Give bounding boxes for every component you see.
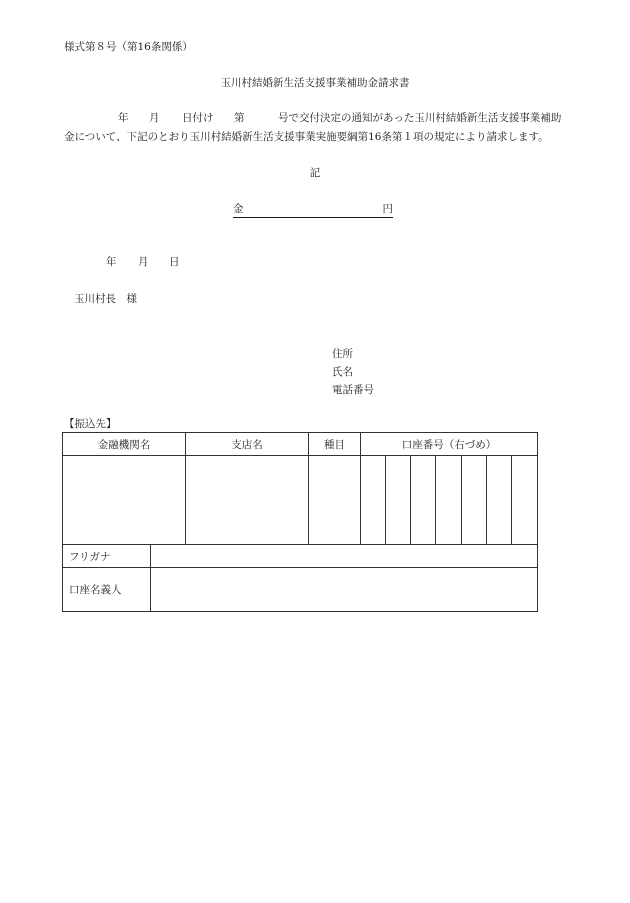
furigana-row (63, 545, 538, 568)
amount-suffix: 円 (382, 203, 393, 215)
account-digit-cell[interactable] (512, 456, 538, 545)
name-label: 氏名 (332, 366, 353, 378)
document-title: 玉川村結婚新生活支援事業補助金請求書 (220, 77, 410, 89)
phone-label: 電話番号 (332, 384, 374, 396)
date-month-label: 月 (138, 256, 149, 268)
account-digit-cell[interactable] (487, 456, 512, 545)
account-digit-cell[interactable] (462, 456, 487, 545)
date-year-label: 年 (106, 256, 117, 268)
amount-field[interactable] (233, 201, 393, 218)
bank-entry-row (63, 456, 538, 545)
account-type-cell[interactable] (309, 456, 361, 545)
account-digit-cell[interactable] (436, 456, 462, 545)
bank-name-cell[interactable] (63, 456, 186, 545)
address-label: 住所 (332, 348, 353, 360)
body-year-label: 年 (118, 112, 129, 124)
account-digit-cell[interactable] (386, 456, 411, 545)
account-number-header: 口座番号（右づめ） (361, 433, 538, 456)
form-number: 様式第８号（第16条関係） (64, 41, 193, 53)
branch-name-cell[interactable] (186, 456, 309, 545)
body-dai-label: 第 (234, 112, 245, 124)
account-holder-cell[interactable] (151, 568, 538, 612)
body-line-2: 金について、下記のとおり玉川村結婚新生活支援事業実施要綱第16条第１項の規定により請求します。 (64, 131, 549, 143)
branch-name-header: 支店名 (186, 433, 309, 456)
bank-name-header: 金融機関名 (63, 433, 186, 456)
furigana-label: フリガナ (63, 545, 151, 568)
date-day-label: 日 (169, 256, 180, 268)
addressee: 玉川村長 様 (74, 293, 137, 305)
account-holder-label: 口座名義人 (63, 568, 151, 612)
account-digit-cell[interactable] (411, 456, 436, 545)
bank-header-row (63, 433, 538, 456)
body-date-suffix: 日付け (182, 112, 214, 124)
account-type-header: 種目 (309, 433, 361, 456)
account-digit-cell[interactable] (361, 456, 386, 545)
bank-transfer-table (62, 432, 538, 612)
furigana-cell[interactable] (151, 545, 538, 568)
account-holder-row (63, 568, 538, 612)
body-line-1-rest: 号で交付決定の通知があった玉川村結婚新生活支援事業補助 (278, 112, 562, 124)
bank-heading: 【振込先】 (64, 418, 117, 430)
ki-marker: 記 (309, 167, 321, 179)
amount-prefix: 金 (233, 203, 244, 215)
body-month-label: 月 (149, 112, 160, 124)
